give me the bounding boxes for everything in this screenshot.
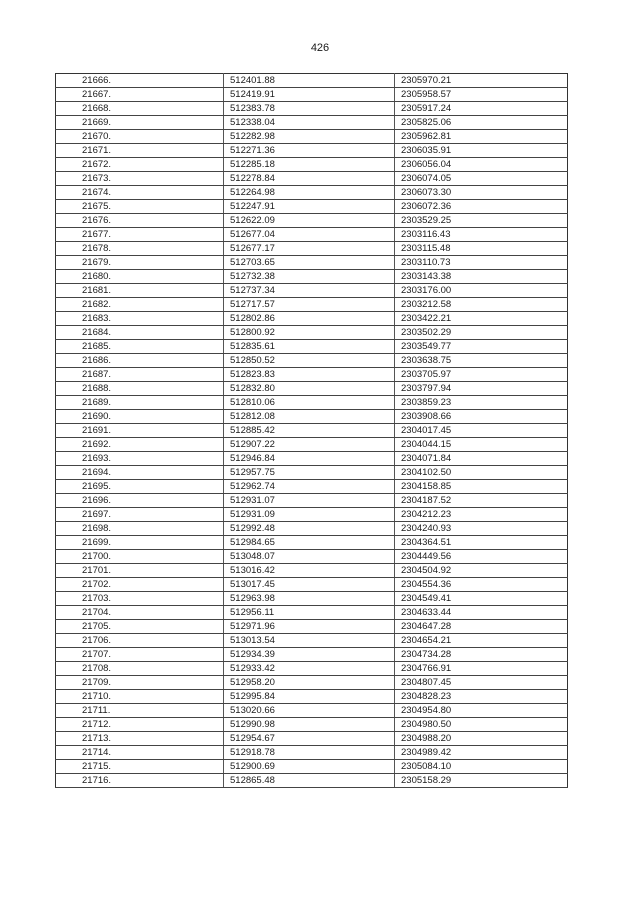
y-coordinate-cell: 2304654.21 [395,634,568,648]
y-coordinate-cell: 2304364.51 [395,536,568,550]
y-coordinate-cell: 2303529.25 [395,214,568,228]
x-coordinate-cell: 512264.98 [224,186,395,200]
table-row [56,606,568,620]
x-coordinate-cell: 512401.88 [224,74,395,88]
point-number-cell: 21672. [56,158,224,172]
x-coordinate-cell: 512802.86 [224,312,395,326]
point-number-cell: 21677. [56,228,224,242]
table-row [56,172,568,186]
y-coordinate-cell: 2304102.50 [395,466,568,480]
point-number-cell: 21714. [56,746,224,760]
point-number-cell: 21684. [56,326,224,340]
x-coordinate-cell: 512419.91 [224,88,395,102]
y-coordinate-cell: 2303110.73 [395,256,568,270]
x-coordinate-cell: 512946.84 [224,452,395,466]
x-coordinate-cell: 512995.84 [224,690,395,704]
y-coordinate-cell: 2305825.06 [395,116,568,130]
x-coordinate-cell: 513020.66 [224,704,395,718]
table-row [56,718,568,732]
y-coordinate-cell: 2304989.42 [395,746,568,760]
x-coordinate-cell: 512823.83 [224,368,395,382]
table-row [56,676,568,690]
point-number-cell: 21681. [56,284,224,298]
point-number-cell: 21692. [56,438,224,452]
table-row [56,116,568,130]
y-coordinate-cell: 2303176.00 [395,284,568,298]
x-coordinate-cell: 512971.96 [224,620,395,634]
table-row [56,340,568,354]
table-row [56,662,568,676]
point-number-cell: 21702. [56,578,224,592]
point-number-cell: 21698. [56,522,224,536]
x-coordinate-cell: 512677.17 [224,242,395,256]
point-number-cell: 21680. [56,270,224,284]
y-coordinate-cell: 2304504.92 [395,564,568,578]
table-row [56,466,568,480]
y-coordinate-cell: 2304828.23 [395,690,568,704]
x-coordinate-cell: 512800.92 [224,326,395,340]
y-coordinate-cell: 2305970.21 [395,74,568,88]
x-coordinate-cell: 512958.20 [224,676,395,690]
point-number-cell: 21691. [56,424,224,438]
x-coordinate-cell: 512247.91 [224,200,395,214]
table-body [56,74,568,788]
x-coordinate-cell: 512962.74 [224,480,395,494]
y-coordinate-cell: 2303115.48 [395,242,568,256]
x-coordinate-cell: 512622.09 [224,214,395,228]
x-coordinate-cell: 512954.67 [224,732,395,746]
y-coordinate-cell: 2304017.45 [395,424,568,438]
y-coordinate-cell: 2303797.94 [395,382,568,396]
point-number-cell: 21673. [56,172,224,186]
point-number-cell: 21693. [56,452,224,466]
point-number-cell: 21694. [56,466,224,480]
point-number-cell: 21697. [56,508,224,522]
x-coordinate-cell: 512931.09 [224,508,395,522]
table-row [56,550,568,564]
table-row [56,536,568,550]
point-number-cell: 21669. [56,116,224,130]
y-coordinate-cell: 2303549.77 [395,340,568,354]
table-row [56,438,568,452]
x-coordinate-cell: 512956.11 [224,606,395,620]
x-coordinate-cell: 512285.18 [224,158,395,172]
y-coordinate-cell: 2304633.44 [395,606,568,620]
y-coordinate-cell: 2304549.41 [395,592,568,606]
table-row [56,284,568,298]
table-row [56,592,568,606]
table-row [56,410,568,424]
point-number-cell: 21712. [56,718,224,732]
x-coordinate-cell: 512383.78 [224,102,395,116]
page-number: 426 [310,42,330,54]
table-row [56,242,568,256]
table-row [56,620,568,634]
x-coordinate-cell: 512992.48 [224,522,395,536]
y-coordinate-cell: 2305917.24 [395,102,568,116]
point-number-cell: 21687. [56,368,224,382]
y-coordinate-cell: 2305158.29 [395,774,568,788]
table-row [56,74,568,88]
table-row [56,102,568,116]
y-coordinate-cell: 2303502.29 [395,326,568,340]
table-row [56,298,568,312]
table-row [56,452,568,466]
x-coordinate-cell: 512810.06 [224,396,395,410]
point-number-cell: 21700. [56,550,224,564]
y-coordinate-cell: 2304212.23 [395,508,568,522]
y-coordinate-cell: 2303143.38 [395,270,568,284]
point-number-cell: 21689. [56,396,224,410]
y-coordinate-cell: 2304554.36 [395,578,568,592]
y-coordinate-cell: 2304980.50 [395,718,568,732]
y-coordinate-cell: 2303116.43 [395,228,568,242]
table-row [56,564,568,578]
point-number-cell: 21705. [56,620,224,634]
table-row [56,326,568,340]
x-coordinate-cell: 513016.42 [224,564,395,578]
point-number-cell: 21670. [56,130,224,144]
coordinate-table [55,73,568,788]
y-coordinate-cell: 2303859.23 [395,396,568,410]
x-coordinate-cell: 512885.42 [224,424,395,438]
y-coordinate-cell: 2304988.20 [395,732,568,746]
x-coordinate-cell: 512835.61 [224,340,395,354]
x-coordinate-cell: 512933.42 [224,662,395,676]
table-row [56,130,568,144]
table-row [56,214,568,228]
table-row [56,494,568,508]
x-coordinate-cell: 512934.39 [224,648,395,662]
x-coordinate-cell: 513048.07 [224,550,395,564]
point-number-cell: 21715. [56,760,224,774]
point-number-cell: 21685. [56,340,224,354]
table-row [56,354,568,368]
x-coordinate-cell: 512677.04 [224,228,395,242]
y-coordinate-cell: 2304766.91 [395,662,568,676]
point-number-cell: 21704. [56,606,224,620]
y-coordinate-cell: 2304449.56 [395,550,568,564]
table-row [56,382,568,396]
y-coordinate-cell: 2305962.81 [395,130,568,144]
x-coordinate-cell: 512963.98 [224,592,395,606]
table-row [56,186,568,200]
x-coordinate-cell: 513013.54 [224,634,395,648]
y-coordinate-cell: 2304187.52 [395,494,568,508]
x-coordinate-cell: 512850.52 [224,354,395,368]
point-number-cell: 21701. [56,564,224,578]
point-number-cell: 21695. [56,480,224,494]
y-coordinate-cell: 2303638.75 [395,354,568,368]
x-coordinate-cell: 512732.38 [224,270,395,284]
point-number-cell: 21696. [56,494,224,508]
y-coordinate-cell: 2303908.66 [395,410,568,424]
y-coordinate-cell: 2304071.84 [395,452,568,466]
table-row [56,256,568,270]
table-row [56,690,568,704]
x-coordinate-cell: 513017.45 [224,578,395,592]
x-coordinate-cell: 512990.98 [224,718,395,732]
table-row [56,270,568,284]
x-coordinate-cell: 512717.57 [224,298,395,312]
table-row [56,396,568,410]
table-row [56,200,568,214]
y-coordinate-cell: 2306035.91 [395,144,568,158]
table-row [56,704,568,718]
point-number-cell: 21678. [56,242,224,256]
table-row [56,732,568,746]
point-number-cell: 21682. [56,298,224,312]
y-coordinate-cell: 2306072.36 [395,200,568,214]
table-row [56,158,568,172]
y-coordinate-cell: 2304044.15 [395,438,568,452]
table-row [56,480,568,494]
table-row [56,144,568,158]
y-coordinate-cell: 2306074.05 [395,172,568,186]
table-row [56,760,568,774]
point-number-cell: 21711. [56,704,224,718]
x-coordinate-cell: 512271.36 [224,144,395,158]
y-coordinate-cell: 2303705.97 [395,368,568,382]
x-coordinate-cell: 512957.75 [224,466,395,480]
point-number-cell: 21683. [56,312,224,326]
x-coordinate-cell: 512737.34 [224,284,395,298]
table-row [56,522,568,536]
point-number-cell: 21674. [56,186,224,200]
y-coordinate-cell: 2306056.04 [395,158,568,172]
point-number-cell: 21668. [56,102,224,116]
point-number-cell: 21666. [56,74,224,88]
table-row [56,746,568,760]
point-number-cell: 21713. [56,732,224,746]
x-coordinate-cell: 512918.78 [224,746,395,760]
x-coordinate-cell: 512984.65 [224,536,395,550]
point-number-cell: 21699. [56,536,224,550]
y-coordinate-cell: 2303212.58 [395,298,568,312]
table-row [56,368,568,382]
y-coordinate-cell: 2305084.10 [395,760,568,774]
table-row [56,508,568,522]
x-coordinate-cell: 512282.98 [224,130,395,144]
y-coordinate-cell: 2304240.93 [395,522,568,536]
point-number-cell: 21686. [56,354,224,368]
x-coordinate-cell: 512931.07 [224,494,395,508]
point-number-cell: 21679. [56,256,224,270]
point-number-cell: 21675. [56,200,224,214]
table-row [56,424,568,438]
point-number-cell: 21707. [56,648,224,662]
x-coordinate-cell: 512703.65 [224,256,395,270]
table-row [56,88,568,102]
table-row [56,648,568,662]
point-number-cell: 21676. [56,214,224,228]
table-row [56,312,568,326]
point-number-cell: 21710. [56,690,224,704]
point-number-cell: 21708. [56,662,224,676]
y-coordinate-cell: 2304647.28 [395,620,568,634]
x-coordinate-cell: 512907.22 [224,438,395,452]
point-number-cell: 21688. [56,382,224,396]
y-coordinate-cell: 2304954.80 [395,704,568,718]
table-row [56,774,568,788]
y-coordinate-cell: 2305958.57 [395,88,568,102]
x-coordinate-cell: 512865.48 [224,774,395,788]
y-coordinate-cell: 2303422.21 [395,312,568,326]
x-coordinate-cell: 512278.84 [224,172,395,186]
y-coordinate-cell: 2304158.85 [395,480,568,494]
x-coordinate-cell: 512900.69 [224,760,395,774]
table-row [56,634,568,648]
point-number-cell: 21667. [56,88,224,102]
point-number-cell: 21671. [56,144,224,158]
point-number-cell: 21706. [56,634,224,648]
y-coordinate-cell: 2306073.30 [395,186,568,200]
y-coordinate-cell: 2304807.45 [395,676,568,690]
y-coordinate-cell: 2304734.28 [395,648,568,662]
point-number-cell: 21716. [56,774,224,788]
x-coordinate-cell: 512832.80 [224,382,395,396]
point-number-cell: 21709. [56,676,224,690]
point-number-cell: 21703. [56,592,224,606]
point-number-cell: 21690. [56,410,224,424]
x-coordinate-cell: 512338.04 [224,116,395,130]
table-row [56,578,568,592]
x-coordinate-cell: 512812.08 [224,410,395,424]
table-row [56,228,568,242]
